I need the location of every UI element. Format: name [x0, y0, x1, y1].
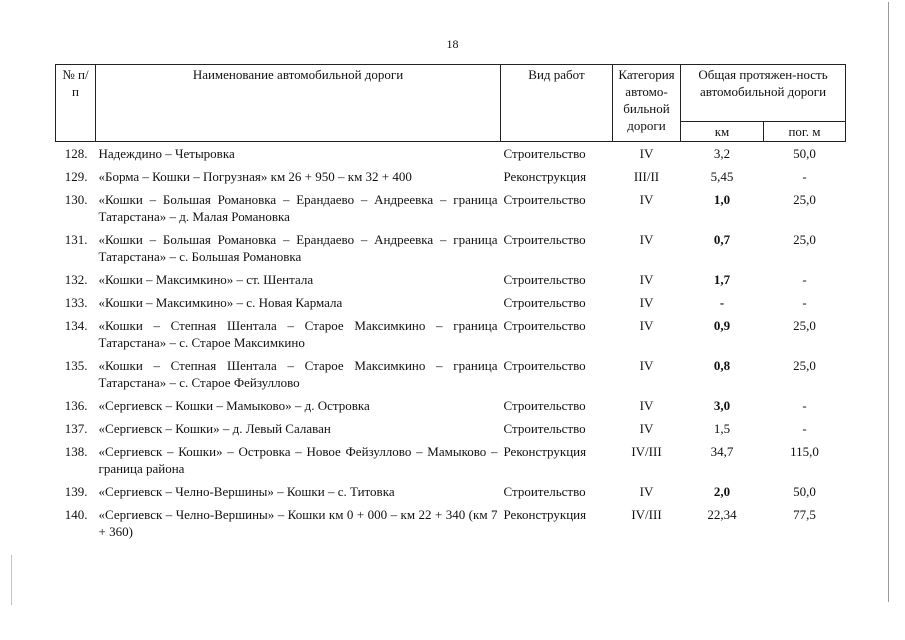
row-number: 135. — [64, 358, 88, 373]
row-number: 139. — [64, 484, 88, 499]
road-name: Надеждино – Четыровка — [98, 146, 235, 161]
table-row — [56, 291, 846, 314]
length-km: 22,34 — [707, 507, 737, 522]
road-category: IV — [639, 398, 654, 413]
road-name: «Кошки – Степная Шентала – Старое Максимкино – граница Татарстана» – с. Старое Максимкино — [98, 318, 498, 350]
row-number: 140. — [64, 507, 88, 522]
work-type: Строительство — [503, 358, 586, 373]
work-type: Строительство — [503, 146, 586, 161]
header-km: км — [681, 122, 764, 142]
page-frame-line — [888, 2, 889, 602]
road-name: «Кошки – Большая Романовка – Ерандаево – Андреевка – граница Татарстана» – д. Малая Романовка — [98, 192, 498, 224]
length-m: - — [802, 398, 807, 413]
table-body — [56, 142, 846, 544]
work-type: Реконструкция — [503, 169, 587, 184]
length-km: 0,9 — [713, 318, 731, 333]
length-km: 1,7 — [713, 272, 731, 287]
row-number: 134. — [64, 318, 88, 333]
length-km: - — [719, 295, 725, 310]
length-km: 0,8 — [713, 358, 731, 373]
work-type: Строительство — [503, 398, 586, 413]
work-type: Строительство — [503, 318, 586, 333]
road-category: IV/III — [631, 507, 662, 522]
length-m: 115,0 — [790, 444, 819, 459]
road-name: «Сергиевск – Кошки» – д. Левый Салаван — [98, 421, 331, 436]
length-km: 2,0 — [713, 484, 731, 499]
length-km: 34,7 — [710, 444, 734, 459]
work-type: Строительство — [503, 192, 586, 207]
length-km: 1,5 — [713, 421, 731, 436]
length-km: 5,45 — [710, 169, 734, 184]
length-m: 25,0 — [793, 358, 816, 373]
row-number: 138. — [64, 444, 88, 459]
length-m: 50,0 — [793, 484, 816, 499]
table-row — [56, 268, 846, 291]
length-m: - — [802, 421, 807, 436]
road-category: IV — [639, 146, 654, 161]
table-row — [56, 165, 846, 188]
page-number: 18 — [446, 37, 459, 51]
table-row — [56, 188, 846, 228]
work-type: Реконструкция — [503, 507, 587, 522]
length-m: 77,5 — [793, 507, 816, 522]
row-number: 137. — [64, 421, 88, 436]
row-number: 128. — [64, 146, 88, 161]
header-num: № п/п — [56, 65, 96, 142]
road-category: IV — [639, 192, 654, 207]
table-row — [56, 142, 846, 166]
road-category: IV — [639, 232, 654, 247]
table-row — [56, 228, 846, 268]
road-category: IV — [639, 484, 654, 499]
length-m: 25,0 — [793, 192, 816, 207]
work-type: Строительство — [503, 421, 586, 436]
road-category: IV — [639, 272, 654, 287]
length-km: 0,7 — [713, 232, 731, 247]
header-m: пог. м — [764, 122, 846, 142]
length-m: 50,0 — [793, 146, 816, 161]
header-length: Общая протяжен-ность автомобильной дороги — [681, 65, 846, 122]
header-work: Вид работ — [501, 65, 613, 142]
header-category: Категория автомо-бильной дороги — [613, 65, 681, 142]
work-type: Строительство — [503, 232, 586, 247]
table-row — [56, 354, 846, 394]
row-number: 132. — [64, 272, 88, 287]
length-km: 3,0 — [713, 398, 731, 413]
row-number: 133. — [64, 295, 88, 310]
work-type: Строительство — [503, 272, 586, 287]
work-type: Реконструкция — [503, 444, 587, 459]
table-header — [56, 65, 846, 142]
table-row — [56, 394, 846, 417]
header-name: Наименование автомобильной дороги — [96, 65, 501, 142]
work-type: Строительство — [503, 295, 586, 310]
length-m: - — [802, 169, 807, 184]
road-name: «Кошки – Максимкино» – с. Новая Кармала — [98, 295, 343, 310]
road-name: «Сергиевск – Челно-Вершины» – Кошки км 0 + 000 – км 22 + 340 (км 7 + 360) — [98, 507, 498, 539]
road-name: «Кошки – Максимкино» – ст. Шентала — [98, 272, 314, 287]
table-row — [56, 480, 846, 503]
road-category: IV — [639, 421, 654, 436]
table-row — [56, 440, 846, 480]
roads-table — [55, 64, 846, 543]
table-row — [56, 314, 846, 354]
road-name: «Кошки – Большая Романовка – Ерандаево – Андреевка – граница Татарстана» – с. Большая Романовка — [98, 232, 498, 264]
length-m: 25,0 — [793, 232, 816, 247]
road-name: «Борма – Кошки – Погрузная» км 26 + 950 – км 32 + 400 — [98, 169, 412, 184]
row-number: 131. — [64, 232, 88, 247]
road-category: III/II — [633, 169, 660, 184]
table-row — [56, 503, 846, 543]
road-category: IV — [639, 295, 654, 310]
length-m: 25,0 — [793, 318, 816, 333]
road-category: IV — [639, 318, 654, 333]
road-name: «Сергиевск – Челно-Вершины» – Кошки – с. Титовка — [98, 484, 395, 499]
road-name: «Кошки – Степная Шентала – Старое Максимкино – граница Татарстана» – с. Старое Фейзуллово — [98, 358, 498, 390]
length-m: - — [802, 295, 807, 310]
row-number: 130. — [64, 192, 88, 207]
page-frame-line — [11, 555, 12, 605]
length-m: - — [802, 272, 807, 287]
length-km: 3,2 — [713, 146, 731, 161]
length-km: 1,0 — [713, 192, 731, 207]
row-number: 136. — [64, 398, 88, 413]
row-number: 129. — [64, 169, 88, 184]
table-row — [56, 417, 846, 440]
road-name: «Сергиевск – Кошки» – Островка – Новое Фейзуллово – Мамыково – граница района — [98, 444, 498, 476]
road-name: «Сергиевск – Кошки – Мамыково» – д. Островка — [98, 398, 370, 413]
road-category: IV/III — [631, 444, 662, 459]
road-category: IV — [639, 358, 654, 373]
work-type: Строительство — [503, 484, 586, 499]
